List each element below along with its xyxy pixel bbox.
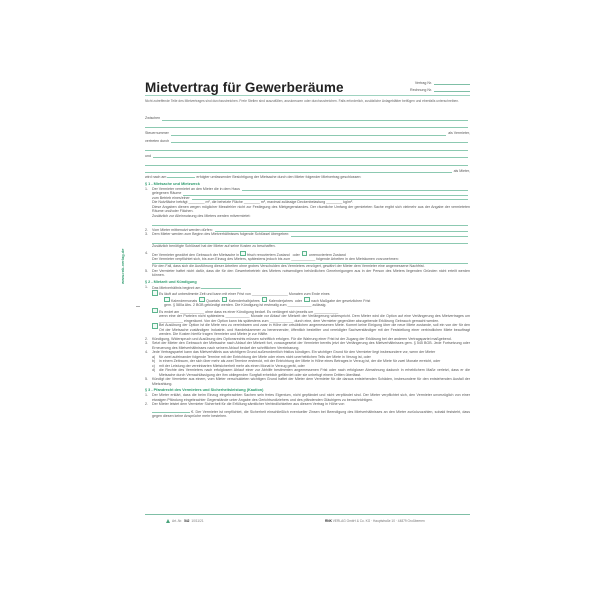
period-halfyear-checkbox[interactable]: [222, 297, 228, 303]
rooms-label: gelegenen Räume: [152, 191, 182, 195]
sub-label: a): [152, 354, 156, 359]
unrenovated-checkbox[interactable]: [302, 251, 308, 257]
sub-label: b): [152, 359, 156, 364]
damages-text: Kündigt der Vermieter aus einem, vom Mieter verschuldeten wichtigen Grund haftet der Mieter dem Vermieter für die daraus entstehenden Schäden, insbesondere für den entstehenden Ausfall der Mietzahlung.: [152, 377, 470, 386]
continued-use-text: Setzt der Mieter den Gebrauch der Mietsache nach Ablauf der Mietzeit fort, vorausgesetzt der Vermieter bereits jetzt der Verlängerung des Mietverhältnisses gem. § 545 BGB. Jede Fortsetzung oder Erneuerung des Mietverhältnisses nach seinem Ablauf bedarf der schriftlichen Vereinbarung.: [152, 341, 470, 350]
publisher-address: VERLAG GmbH & Co. KG · Hauptstraße 10 · 44879 Großbeeren: [332, 519, 425, 523]
section-3-item-2: [145, 402, 470, 419]
renovated-label: frisch renoviertem Zustand: [247, 252, 290, 257]
option-rent-checkbox[interactable]: [152, 323, 158, 329]
between-label: Zwischen: [145, 116, 161, 120]
sub-text: mit der Leistung der vereinbarten Mietsicherheit mehr als einen Monat in Verzug gerät, oder: [159, 363, 305, 368]
fold-mark: [136, 306, 140, 307]
tax-number-label: Steuernummer: [145, 131, 169, 135]
section-2-item-4: [145, 350, 470, 377]
area-disclaimer: Diese Angaben dienen wegen möglicher Messfehler nicht zur Festlegung des Mietgegenstandes. Der räumliche Umfang der gemieteten Sache ergibt sich vielmehr aus der Angabe der vermieteten Räume und/oder Flächen.: [152, 204, 470, 213]
between-field[interactable]: [145, 113, 470, 121]
contract-number-label: Vertrag Nr.: [414, 81, 432, 85]
unrenovated-label: unrenoviertem Zustand: [308, 252, 346, 257]
item-number: 1.: [145, 186, 148, 191]
deposit-text: Der Mieter leistet dem Vermieter Sicherheit für die Erfüllung sämtlicher Verbindlichkeiten aus diesem Vertrag in Höhe von: [152, 402, 345, 407]
works-deadline-text[interactable]: Der Vermieter verpflichtet sich, bis zum Einzug des Mieters, spätestens jedoch bis zum ____________ folgende Arbeiten in den Mieträumen vorzunehmen:: [152, 256, 399, 261]
article-number: 542: [184, 519, 190, 523]
business-label: zum Betrieb eines/einer: [152, 195, 190, 200]
or-label: oder: [294, 298, 303, 303]
conclusion-text: erfolgter umfassender Besichtigung der Mietsache durch den Mieter folgender Mietvertrag geschlossen:: [196, 175, 362, 179]
start-label: Das Mietverhältnis beginnt am: [152, 285, 201, 290]
represented-label: vertreten durch: [145, 138, 170, 143]
item-number: 1.: [145, 393, 148, 398]
deposit-amount-field[interactable]: [152, 409, 190, 413]
publisher-brand: RNK: [325, 519, 332, 523]
item-number: 4.: [145, 250, 148, 255]
grace-period-text: Für den Fall, dass sich die Ausführung dieser Arbeiten ohne grobes Verschulden des Vermieters verzögert, gewährt der Mieter dem Vermieter eine angemessene Nachfrist.: [152, 264, 425, 269]
footer-divider: [145, 514, 470, 515]
period-year-checkbox[interactable]: [262, 297, 268, 303]
contract-body: [145, 113, 470, 419]
fixed-term-text[interactable]: Es endet am ____________ ohne dass es einer Kündigung bedarf. Es verlängert sich jeweils um ____________: [159, 309, 339, 314]
period-month-checkbox[interactable]: [164, 297, 170, 303]
publisher-logo-icon: [166, 519, 170, 523]
side-url: www.rnk-verlag.de: [120, 248, 125, 284]
option-text[interactable]: wenn eine der Parteien nicht spätestens ____________ Monate vor Ablauf der Mietzeit der Verlängerung widerspricht. Dem Mieter wird die Option auf eine Verlängerung des Mietvertrages um ____________ eingeräumt. Von der Option kann bis spätestens zum ____________ durch eine, dem Vermieter gegenüber abzugebende Erklärung Gebrauch gemacht werden.: [159, 314, 470, 323]
or-label: oder: [292, 252, 300, 257]
item-number: 3.: [145, 341, 148, 346]
start-date-field[interactable]: [201, 285, 241, 289]
conclusion-line: [145, 174, 470, 180]
indefinite-term-text: Es läuft auf unbestimmte Zeit und kann mit einer Frist von __________________ Monaten zum Ende eines: [159, 292, 330, 297]
keys-note: Zusätzlich benötigte Schlüssel hat der Mieter auf seine Kosten zu beschaffen.: [152, 244, 276, 248]
extraordinary-termination-text: Jede Vertragspartei kann das Mietverhältnis aus wichtigem Grund außerordentlich fristlos kündigen. Ein wichtiger Grund für den Vermieter liegt insbesondere vor, wenn der Mieter: [152, 350, 436, 355]
tenant-line-3[interactable]: [145, 166, 470, 174]
sub-text: die Rechte des Vermieters nach erfolglosem Ablauf einer zur Abhilfe bestimmten angemessenen Frist oder nach erfolgloser Abmahnung dadurch in erheblichem Maße verletzt, dass er die Mietsache durch Vernachlässigung der ihm obliegenden Sorgfalt erheblich gefährdet oder sie unbefugt einem Dritten überlässt.: [159, 368, 470, 377]
keys-field-2[interactable]: [152, 237, 470, 245]
house-label: Der Vermieter vermietet an den Mieter die in dem Haus: [152, 186, 240, 191]
ownership-text: Der Mieter erklärt, dass die beim Einzug eingebrachten Sachen sein freies Eigentum, nicht gepfändet und nicht verpfändet sind. Der Mieter verpflichtet sich, den Vermieter unverzüglich von einer etwaigen Pfändung eingebrachter Gegenstände unter Angabe des Gerichtsvollziehers und des pfändenden Gläubigers zu benachrichtigen.: [152, 393, 470, 402]
permits-text: Der Vermieter haftet nicht dafür, dass die für den Gewerbebetrieb des Mieters notwendigen behördlichen Genehmigungen aus in der Person des Mieters liegenden Gründen nicht erteilt werden können.: [152, 268, 470, 278]
deposit-return-text: €. Der Vermieter ist verpflichtet, die Sicherheit einschließlich eventueller Zinsen bei Beendigung des Mietverhältnisses an den Mieter zurückzuzahlen, sobald feststeht, dass gegen diesen keine Ansprüche mehr bestehen.: [152, 409, 470, 419]
landlord-suffix: als Vermieter,: [448, 131, 470, 135]
option-rent-text: Bei Ausübung der Option ist die Miete neu zu vereinbaren und zwar in Höhe der ortsüblichen angemessenen Miete. Kommt keine Einigung über die neue Miete zustande, soll ein von der für den Ort der Mietsache zuständigen Industrie- und Handelskammer zu benennender, öffentlich bestellter und vereidigter Sachverständiger mit der Feststellung einer verbindlichen Miete beauftragt werden. Die Kosten hierfür tragen Vermieter und Mieter je zur Hälfte.: [159, 323, 470, 337]
period-legal-checkbox[interactable]: [304, 297, 310, 303]
document-title: Mietvertrag für Gewerberäume: [145, 80, 344, 95]
invoice-number-label: Rechnung Nr.: [410, 88, 432, 92]
tenant-suffix: als Mieter,: [453, 168, 470, 173]
section-3-heading: § 3 - Pfandrecht des Vermieters und Sicherheitsleistung (Kaution): [145, 388, 264, 393]
area-fields[interactable]: Die Nutzfläche beträgt ________ m², die beheizte Fläche ________ m², maximal zulässige Deckenbelastung ________ kg/m².: [152, 200, 354, 204]
footer-left: [166, 519, 204, 523]
additional-rooms-label: Zusätzlich zur Alleinnutzung des Mieters werden mitvermietet:: [152, 213, 251, 218]
tax-number-field[interactable]: [145, 128, 470, 136]
fixed-term-checkbox[interactable]: [152, 308, 158, 314]
footer-right: [325, 519, 425, 523]
written-form-text: Kündigung, Widerspruch und Ausübung des Optionsrechts müssen schriftlich erfolgen. Für die Wahrung einer Frist ist der Zugang der Erklärung bei der anderen Vertragspartei maßgebend.: [152, 336, 452, 341]
period-halfyear-label: Kalenderhalbjahres: [228, 298, 260, 303]
item-number: 5.: [145, 377, 148, 382]
conclusion-prefix: wird nach am: [145, 175, 167, 179]
section-1-item-3: [145, 232, 470, 249]
and-field[interactable]: [145, 151, 470, 159]
landlord-line-2[interactable]: [145, 121, 470, 129]
section-1-item-4: [145, 251, 470, 269]
period-quarter-checkbox[interactable]: [199, 297, 205, 303]
additional-rooms-field[interactable]: [152, 218, 470, 226]
sub-text: in einem Zeitraum, der sich über mehr als zwei Termine erstreckt, mit der Entrichtung der Miete in Höhe eines Betrages in Verzug ist, der die Miete für zwei Monate erreicht, oder: [159, 359, 441, 364]
landlord-line-3[interactable]: [145, 143, 470, 151]
item-number: 3.: [145, 232, 148, 236]
period-quarter-label: Quartals: [206, 298, 220, 303]
indefinite-term-checkbox[interactable]: [152, 290, 158, 296]
item-number: 1.: [145, 284, 148, 289]
header-fields: [378, 78, 470, 92]
keys-label: Dem Mieter werden zum Beginn des Mietverhältnisses folgende Schlüssel übergeben:: [152, 232, 290, 236]
invoice-number-field[interactable]: [378, 85, 470, 92]
item-number: 2.: [145, 402, 148, 407]
tenant-line-2[interactable]: [145, 158, 470, 166]
section-3-item-1: [145, 393, 470, 402]
item-number: 2.: [145, 336, 148, 341]
title-divider: [145, 95, 470, 96]
sub-text: für zwei aufeinander folgende Termine mit der Entrichtung der Miete oder eines nicht unerheblichen Teils der Miete in Verzug ist, oder: [159, 354, 371, 359]
article-label: Art.-Nr.: [172, 519, 183, 523]
section-1-item-5: [145, 269, 470, 278]
condition-label: Der Vermieter gewährt den Gebrauch der Mietsache in: [152, 252, 240, 257]
sub-label: d): [152, 368, 156, 373]
period-year-label: Kalenderjahres: [268, 298, 293, 303]
section-2-item-1: [145, 285, 470, 337]
inspection-date-field[interactable]: [167, 174, 195, 178]
intro-note: Nicht zutreffende Teile des Mietvertrages sind durchzustreichen. Freie Stellen sind auszufüllen, anzukreuzen oder durchzustreichen. Falls erforderlich, zusätzliche Anlageblätter beifügen und ebenfalls unterschreiben.: [145, 99, 459, 103]
article-code: 10/11/21: [191, 519, 204, 523]
section-2-item-3: [145, 341, 470, 350]
renovated-checkbox[interactable]: [240, 251, 246, 257]
sub-label: c): [152, 363, 155, 368]
shared-use-label: Vom Mieter mitbenutzt werden dürfen:: [152, 227, 213, 232]
section-1-item-1: [145, 187, 470, 226]
item-number: 2.: [145, 227, 148, 232]
first-termination-text[interactable]: gem. § 580a Abs. 2 BGB gekündigt werden. Die Kündigung ist erstmalig zum ____________ zulässig.: [164, 303, 327, 308]
keys-field[interactable]: [152, 232, 470, 237]
section-2-item-5: [145, 377, 470, 386]
item-number: 5.: [145, 268, 148, 273]
contract-number-field[interactable]: [378, 78, 470, 85]
and-label: und: [145, 153, 151, 158]
represented-by-field[interactable]: [145, 136, 470, 144]
item-number: 4.: [145, 350, 148, 355]
period-month-label: Kalendermonats: [171, 298, 198, 303]
section-1-heading: § 1 - Mietsache und Mietzweck: [145, 181, 200, 186]
period-legal-label: nach Maßgabe der gesetzlichen Frist: [311, 298, 371, 303]
section-2-heading: § 2 - Mietzeit und Kündigung: [145, 279, 197, 284]
